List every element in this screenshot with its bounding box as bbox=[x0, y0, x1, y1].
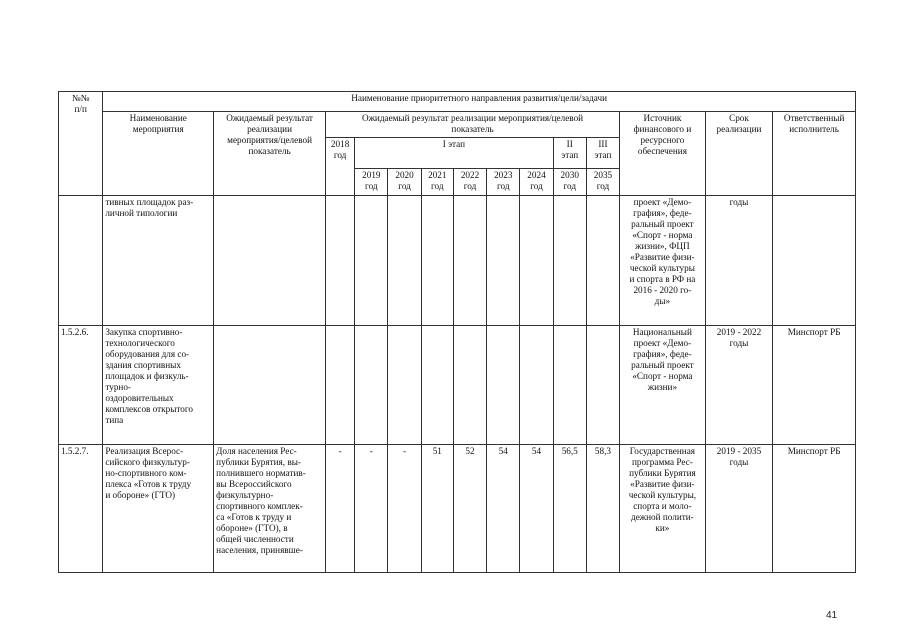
row-responsible: Минспорт РБ bbox=[773, 445, 856, 573]
row-result: Доля населения Рес- публики Бурятия, вы- полнившего норматив- вы Всероссийского физкультурно- спортивного комплек- са «Готов к труду и обороне» (ГТО), в общей численности населения, принявше- bbox=[214, 445, 326, 573]
row-value bbox=[421, 196, 453, 326]
header-stage-1: I этап bbox=[355, 138, 553, 169]
row-value bbox=[325, 196, 354, 326]
header-year: 2030 год bbox=[553, 169, 586, 196]
header-year: 2035 год bbox=[586, 169, 619, 196]
row-value bbox=[388, 326, 421, 445]
row-num bbox=[59, 196, 103, 326]
header-stage-3: III этап bbox=[586, 138, 619, 169]
row-value bbox=[586, 196, 619, 326]
table-row bbox=[59, 196, 856, 326]
row-value: - bbox=[325, 445, 354, 573]
row-period: 2019 - 2035 годы bbox=[705, 445, 773, 573]
row-value bbox=[586, 326, 619, 445]
row-value bbox=[520, 196, 553, 326]
header-source: Источник финансового и ресурсного обеспечения bbox=[620, 112, 706, 196]
row-event: тивных площадок раз- личной типологии bbox=[103, 196, 214, 326]
header-year: 2022 год bbox=[453, 169, 486, 196]
row-num: 1.5.2.7. bbox=[59, 445, 103, 573]
row-responsible bbox=[773, 196, 856, 326]
row-responsible: Минспорт РБ bbox=[773, 326, 856, 445]
row-result bbox=[214, 196, 326, 326]
row-value: 54 bbox=[520, 445, 553, 573]
header-year: 2020 год bbox=[388, 169, 421, 196]
row-value: 52 bbox=[453, 445, 486, 573]
header-year: 2023 год bbox=[487, 169, 520, 196]
header-year: 2021 год bbox=[421, 169, 453, 196]
program-table bbox=[58, 91, 856, 573]
row-source: Национальный проект «Демо- графия», феде- ральный проект «Спорт - норма жизни» bbox=[620, 326, 706, 445]
page-number: 41 bbox=[826, 610, 838, 621]
row-num: 1.5.2.6. bbox=[59, 326, 103, 445]
header-2018: 2018 год bbox=[325, 138, 354, 196]
header-direction: Наименование приоритетного направления развития/цели/задачи bbox=[103, 92, 856, 112]
row-value bbox=[520, 326, 553, 445]
header-expected-result-group: Ожидаемый результат реализации мероприятия/целевой показатель bbox=[325, 112, 619, 138]
header-responsible: Ответственный исполнитель bbox=[773, 112, 856, 196]
header-event-name: Наименование мероприятия bbox=[103, 112, 214, 196]
row-period: 2019 - 2022 годы bbox=[705, 326, 773, 445]
header-expected-result: Ожидаемый результат реализации мероприятия/целевой показатель bbox=[214, 112, 326, 196]
row-event: Закупка спортивно- технологического оборудования для со- здания спортивных площадок и физкуль- турно- оздоровительных комплексов открытого типа bbox=[103, 326, 214, 445]
header-num: №№ п/п bbox=[59, 92, 103, 196]
row-value: 58,3 bbox=[586, 445, 619, 573]
row-period: годы bbox=[705, 196, 773, 326]
row-result bbox=[214, 326, 326, 445]
row-value: 54 bbox=[487, 445, 520, 573]
row-value bbox=[453, 326, 486, 445]
row-value bbox=[355, 326, 388, 445]
row-value: - bbox=[355, 445, 388, 573]
header-year: 2024 год bbox=[520, 169, 553, 196]
table-row bbox=[59, 445, 856, 573]
row-value bbox=[421, 326, 453, 445]
row-value bbox=[325, 326, 354, 445]
row-value bbox=[553, 326, 586, 445]
row-value: - bbox=[388, 445, 421, 573]
row-value bbox=[487, 326, 520, 445]
row-value: 51 bbox=[421, 445, 453, 573]
header-year: 2019 год bbox=[355, 169, 388, 196]
row-value bbox=[355, 196, 388, 326]
header-stage-2: II этап bbox=[553, 138, 586, 169]
row-source: проект «Демо- графия», феде- ральный проект «Спорт - норма жизни», ФЦП «Развитие физи- ческой культуры и спорта в РФ на 2016 - 2020 го- ды» bbox=[620, 196, 706, 326]
row-value bbox=[453, 196, 486, 326]
table-row bbox=[59, 326, 856, 445]
row-value: 56,5 bbox=[553, 445, 586, 573]
row-value bbox=[388, 196, 421, 326]
row-source: Государственная программа Рес- публики Бурятия «Развитие физи- ческой культуры, спорта и моло- дежной полити- ки» bbox=[620, 445, 706, 573]
row-value bbox=[487, 196, 520, 326]
row-value bbox=[553, 196, 586, 326]
row-event: Реализация Всерос- сийского физкультур- но-спортивного ком- плекса «Готов к труду и обороне» (ГТО) bbox=[103, 445, 214, 573]
header-period: Срок реализации bbox=[705, 112, 773, 196]
